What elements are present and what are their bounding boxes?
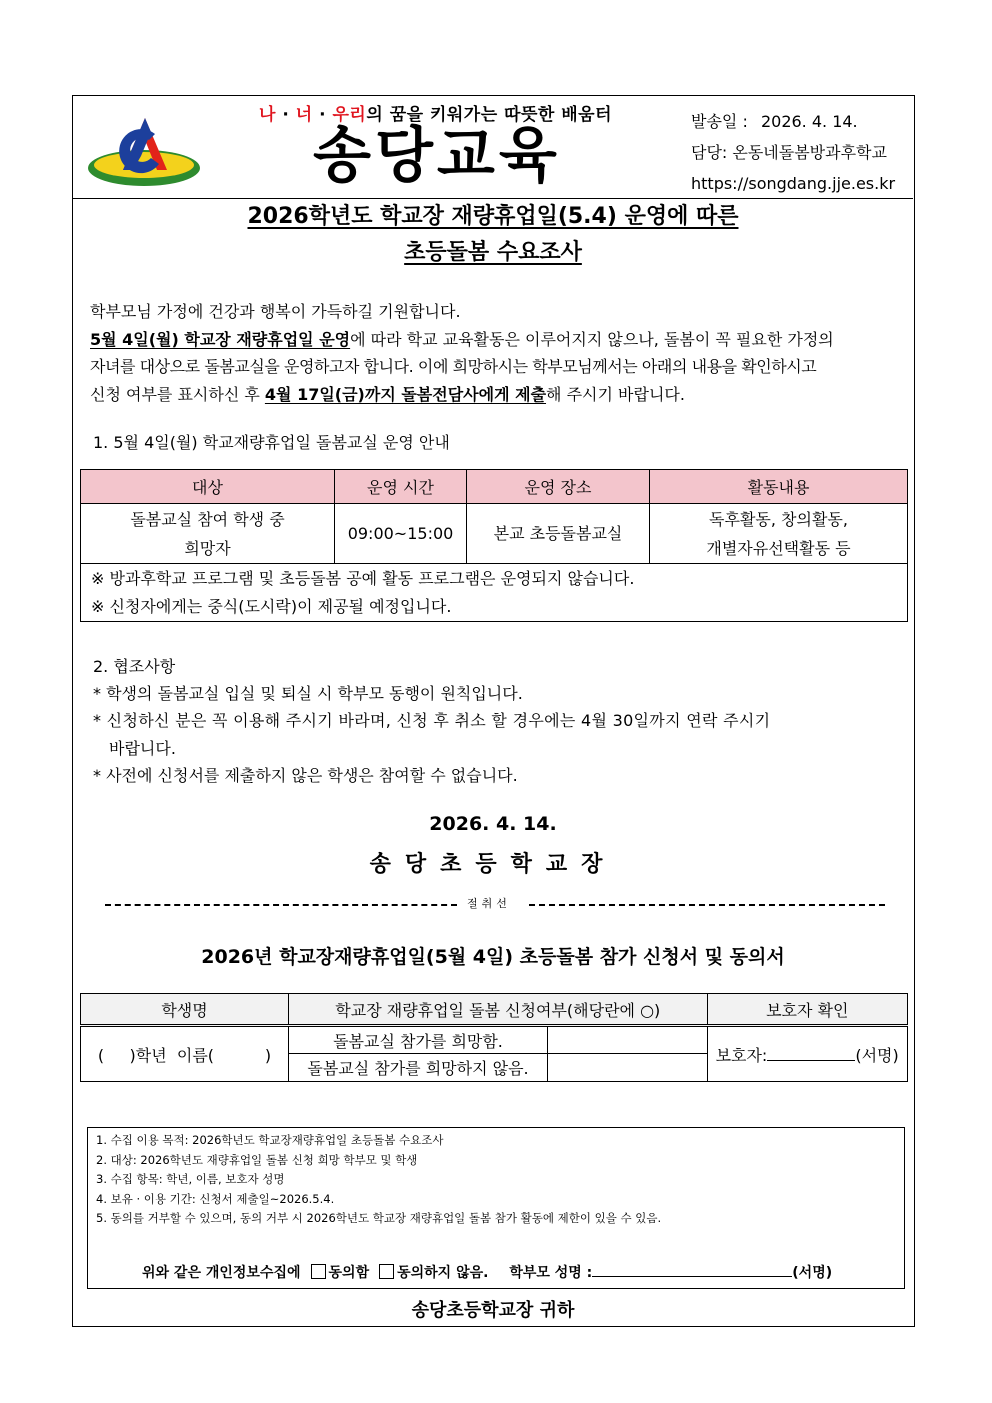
closing-date: 2026. 4. 14. bbox=[429, 813, 557, 835]
consent-item: 4. 보유 · 이용 기간: 신청서 제출일~2026.5.4. bbox=[96, 1191, 335, 1206]
application-table bbox=[80, 993, 908, 1082]
cut-line-label: 절취선 bbox=[467, 897, 511, 910]
intro-highlight-deadline: 4월 17일(금)까지 돌봄전담사에게 제출 bbox=[264, 385, 547, 404]
cell-activity-line2: 개별자유선택활동 등 bbox=[706, 538, 851, 558]
parent-name-label: 학부모 성명 : bbox=[509, 1265, 593, 1281]
consent-list bbox=[96, 1131, 661, 1229]
note-2: ※ 신청자에게는 중식(도시락)이 제공될 예정입니다. bbox=[91, 596, 452, 616]
intro-line-4 bbox=[90, 381, 912, 408]
header-student-name: 학생명 bbox=[81, 994, 289, 1026]
intro-line-4-pre: 신청 여부를 표시하신 후 bbox=[90, 385, 265, 404]
header-guardian: 보호자 확인 bbox=[707, 994, 907, 1026]
cooperation-item-2: * 신청하신 분은 꼭 이용해 주시기 바라며, 신청 후 취소 할 경우에는 4월 30일까지 연락 주시기 bbox=[93, 711, 771, 730]
intro-line-3: 자녀를 대상으로 돌봄교실을 운영하고자 합니다. 이에 희망하시는 학부모님께서는 아래의 내용을 확인하시고 bbox=[90, 357, 817, 376]
document-title-line2: 초등돌봄 수요조사 bbox=[404, 240, 582, 265]
option-yes-mark[interactable] bbox=[548, 1026, 708, 1054]
cut-line bbox=[105, 894, 885, 914]
consent-item: 2. 대상: 2026학년도 재량휴업일 돌봄 신청 희망 학부모 및 학생 bbox=[96, 1152, 418, 1167]
cell-activity-line1: 독후활동, 창의활동, bbox=[709, 509, 848, 529]
cooperation-item-2-cont: 바랍니다. bbox=[109, 739, 176, 758]
option-no-mark[interactable] bbox=[548, 1054, 708, 1082]
note-1: ※ 방과후학교 프로그램 및 초등돌봄 공예 활동 프로그램은 운영되지 않습니다. bbox=[91, 568, 635, 588]
slogan-word-1: 나 bbox=[259, 105, 276, 125]
consent-item: 3. 수집 항목: 학년, 이름, 보호자 성명 bbox=[96, 1172, 285, 1186]
header-time: 운영 시간 bbox=[335, 470, 467, 504]
school-url[interactable]: https://songdang.jje.es.kr bbox=[691, 174, 896, 193]
cell-activity bbox=[650, 504, 908, 564]
intro-line-2-rest: 에 따라 학교 교육활동은 이루어지지 않으나, 돌봄이 꼭 필요한 가정의 bbox=[350, 330, 834, 349]
guardian-sign-label: (서명) bbox=[855, 1045, 899, 1065]
header-activity: 활동내용 bbox=[650, 470, 908, 504]
slogan-rest: 의 꿈을 키워가는 따뜻한 배움터 bbox=[366, 105, 613, 125]
consent-item: 1. 수집 이용 목적: 2026학년도 학교장재량휴업일 초등돌봄 수요조사 bbox=[96, 1133, 444, 1147]
disagree-checkbox[interactable] bbox=[379, 1264, 394, 1279]
cut-line-right bbox=[529, 904, 885, 906]
intro-highlight-date: 5월 4일(월) 학교장 재량휴업일 운영 bbox=[90, 330, 351, 349]
cell-time: 09:00~15:00 bbox=[335, 504, 467, 564]
header bbox=[73, 96, 913, 199]
cooperation-item-1: * 학생의 돌봄교실 입실 및 퇴실 시 학부모 동행이 원칙입니다. bbox=[93, 684, 523, 703]
slogan-word-2: 너 bbox=[295, 105, 313, 125]
consent-item: 5. 동의를 거부할 수 있으며, 동의 거부 시 2026학년도 학교장 재량휴업일 돌봄 참가 활동에 제한이 있을 수 있음. bbox=[96, 1211, 662, 1225]
intro-line-2 bbox=[90, 326, 912, 353]
intro-line-1: 학부모님 가정에 건강과 행복이 가득하길 기원합니다. bbox=[90, 302, 461, 321]
cooperation-item-3: * 사전에 신청서를 제출하지 않은 학생은 참여할 수 없습니다. bbox=[93, 766, 518, 785]
school-logo-icon bbox=[85, 110, 203, 190]
send-date: 2026. 4. 14. bbox=[760, 112, 858, 131]
header-place: 운영 장소 bbox=[467, 470, 650, 504]
disagree-label: 동의하지 않음. bbox=[397, 1265, 489, 1281]
option-no-label: 돌봄교실 참가를 희망하지 않음. bbox=[289, 1054, 548, 1082]
header-target: 대상 bbox=[81, 470, 335, 504]
header-meta bbox=[691, 106, 895, 199]
footer-recipient: 송당초등학교장 귀하 bbox=[411, 1300, 575, 1321]
slogan-word-3: 우리 bbox=[332, 105, 367, 125]
table-notes bbox=[81, 564, 908, 622]
guardian-sign-line[interactable] bbox=[767, 1047, 855, 1061]
slogan-separator: · bbox=[319, 105, 327, 125]
section1-heading: 1. 5월 4일(월) 학교재량휴업일 돌봄교실 운영 안내 bbox=[93, 433, 450, 452]
student-info-cell[interactable]: ( )학년 이름( ) bbox=[81, 1026, 289, 1082]
agree-prefix: 위와 같은 개인정보수집에 bbox=[142, 1265, 301, 1281]
form-title: 2026년 학교장재량휴업일(5월 4일) 초등돌봄 참가 신청서 및 동의서 bbox=[201, 946, 785, 968]
agree-checkbox[interactable] bbox=[311, 1264, 326, 1279]
consent-agree-row bbox=[142, 1262, 832, 1282]
cell-place: 본교 초등돌봄교실 bbox=[467, 504, 650, 564]
cell-target bbox=[81, 504, 335, 564]
slogan-separator: · bbox=[282, 105, 290, 125]
parent-name-line[interactable] bbox=[592, 1263, 792, 1277]
document-title-line1: 2026학년도 학교장 재량휴업일(5.4) 운영에 따른 bbox=[247, 204, 739, 229]
operation-table bbox=[80, 469, 908, 622]
section2-heading: 2. 협조사항 bbox=[93, 657, 176, 676]
parent-sign-label: (서명) bbox=[792, 1265, 833, 1281]
send-date-label: 발송일 : bbox=[691, 112, 748, 131]
document-frame bbox=[72, 95, 915, 1327]
option-yes-label: 돌봄교실 참가를 희망함. bbox=[289, 1026, 548, 1054]
contact: 담당: 온동네돌봄방과후학교 bbox=[691, 143, 887, 162]
intro-line-4-post: 해 주시기 바랍니다. bbox=[546, 385, 685, 404]
guardian-label: 보호자: bbox=[715, 1045, 768, 1065]
header-application: 학교장 재량휴업일 돌봄 신청여부(해당란에 ○) bbox=[289, 994, 708, 1026]
privacy-consent-box bbox=[87, 1127, 905, 1289]
cell-target-line1: 돌봄교실 참여 학생 중 bbox=[130, 509, 285, 529]
guardian-cell[interactable] bbox=[707, 1026, 907, 1082]
closing-principal: 송당초등학교장 bbox=[369, 852, 617, 877]
brand-title: 송당교육 bbox=[313, 121, 561, 191]
agree-label: 동의함 bbox=[328, 1265, 370, 1281]
cut-line-left bbox=[105, 904, 457, 906]
cell-target-line2: 희망자 bbox=[184, 538, 231, 558]
